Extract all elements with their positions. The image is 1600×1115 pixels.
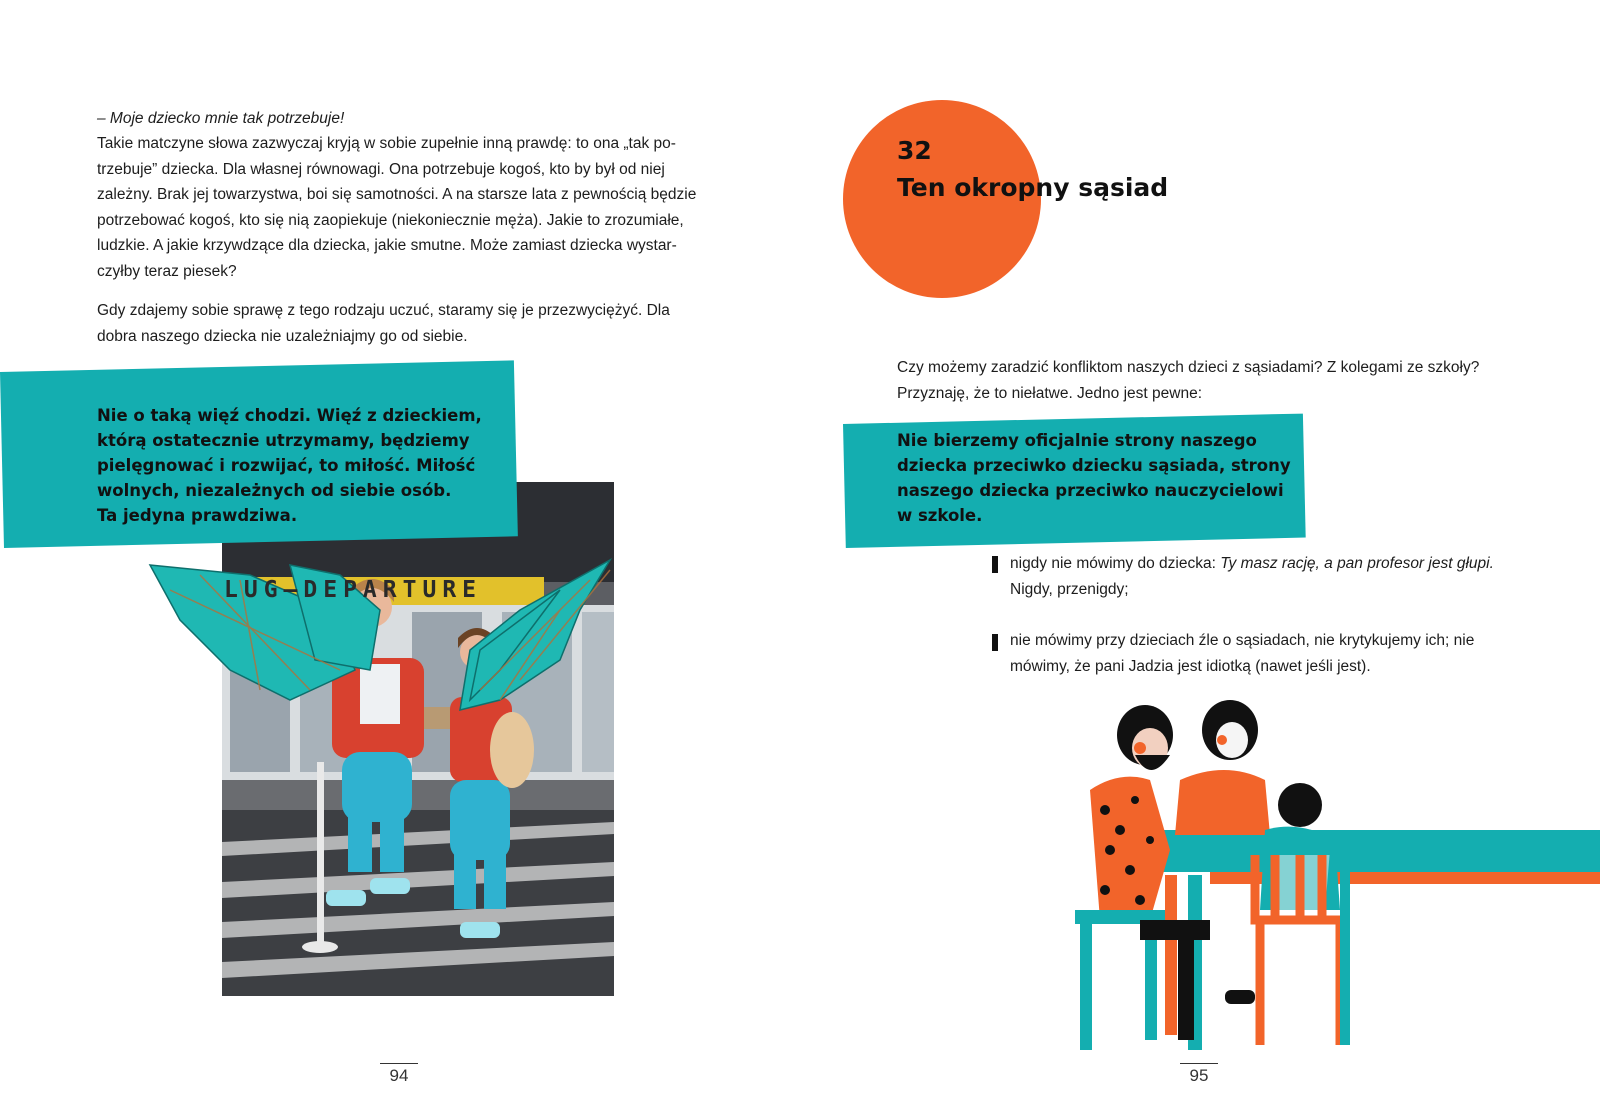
paragraph-line: ludzkie. A jakie krzywdzące dla dziecka, jakie smutne. Może zamiast dziecka wystar- [97,237,677,254]
paragraph-line: trzebuje” dziecka. Dla własnej równowagi. Ona potrzebuje kogoś, kto by był od niej [97,160,665,178]
chapter-title: Ten okropny sąsiad [897,173,1169,202]
family-illustration [1060,700,1600,1065]
paragraph-line: potrzebować kogoś, kto się nią zaopiekuje (niekoniecznie męża). Jakie to zrozumiałe, [97,211,684,229]
page-number-rule [1180,1063,1218,1064]
highlight-line: pielęgnować i rozwijać, to miłość. Miłość [97,456,476,475]
chapter-number: 32 [897,136,932,165]
bullet-line: nie mówimy przy dzieciach źle o sąsiadach, nie krytykujemy ich; nie [1010,632,1475,649]
paragraph-line: zależny. Brak jej towarzystwa, boi się samotności. A na starsze lata z pewnością będzie [97,186,697,203]
bullet-item [1010,628,1474,679]
page-number: 94 [389,1066,409,1085]
highlight-line: wolnych, niezależnych od siebie osób. [97,481,452,500]
bullet-line: Nigdy, przenigdy; [1010,580,1129,598]
highlight-line: naszego dziecka przeciwko nauczycielowi [897,481,1284,500]
paragraph-line: dobra naszego dziecka nie uzależniajmy go od siebie. [97,327,468,345]
highlight-line: Nie bierzemy oficjalnie strony naszego [897,431,1257,450]
highlight-text [897,428,1291,528]
bullet-marker [992,634,998,651]
photo-sign-text: LUG—DEPARTURE [224,577,483,603]
highlight-line: Nie o taką więź chodzi. Więź z dzieckiem, [97,406,482,425]
page-number-rule [380,1063,418,1064]
bullet-lead: nigdy nie mówimy do dziecka: [1010,555,1221,572]
paragraph-line: Przyznaję, że to niełatwe. Jedno jest pewne: [897,384,1203,402]
paragraph-line: Takie matczyne słowa zazwyczaj kryją w sobie zupełnie inną prawdę: to ona „tak po- [97,135,676,152]
bullet-line: mówimy, że pani Jadzia jest idiotką (nawet jeśli jest). [1010,657,1371,675]
highlight-line: Ta jedyna prawdziwa. [97,506,298,525]
paragraph-line: Czy możemy zaradzić konfliktom naszych dzieci z sąsiadami? Z kolegami ze szkoły? [897,359,1480,376]
highlight-line: w szkole. [897,506,983,525]
intro-quote: – Moje dziecko mnie tak potrzebuje! [97,110,345,127]
highlight-line: dziecka przeciwko dziecku sąsiada, strony [897,456,1291,475]
highlight-line: którą ostatecznie utrzymamy, będziemy [97,431,470,450]
wings-collage [140,550,620,720]
bullet-quote: Ty masz rację, a pan profesor jest głupi. [1220,555,1494,572]
page-number: 95 [1189,1066,1209,1085]
intro-paragraph [897,355,1479,406]
paragraph-line: Gdy zdajemy sobie sprawę z tego rodzaju uczuć, staramy się je przezwyciężyć. Dla [97,302,670,319]
highlight-text [97,403,482,528]
paragraph-line: czyłby teraz piesek? [97,262,237,280]
bullet-item [1010,551,1494,602]
bullet-marker [992,556,998,573]
paragraph-1 [97,131,696,284]
paragraph-2 [97,298,670,349]
